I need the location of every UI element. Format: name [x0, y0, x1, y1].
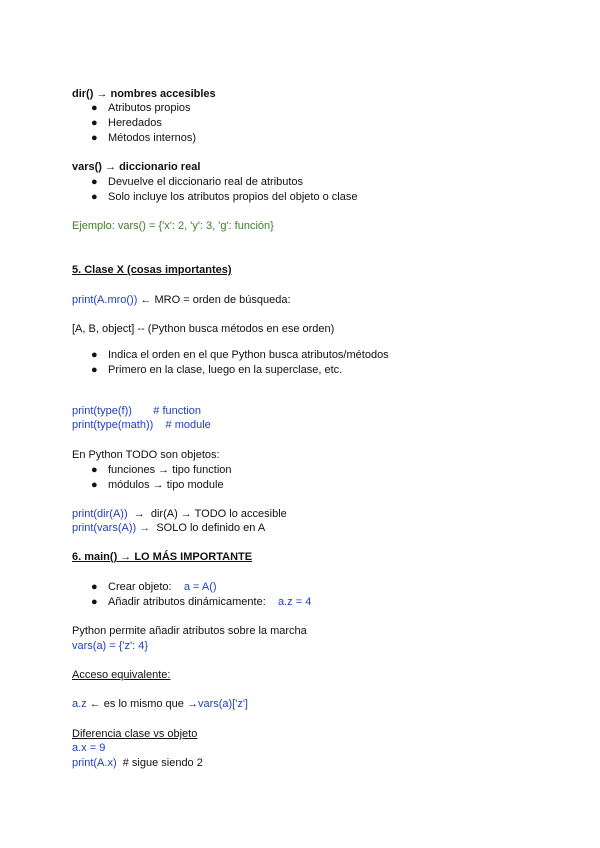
section6-heading: 6. main() → LO MÁS IMPORTANTE — [72, 551, 253, 563]
diff-code-line2: print(A.x) # sigue siendo 2 — [72, 757, 203, 769]
list-item: ● funciones → tipo function — [91, 464, 232, 476]
diff-code-line1: a.x = 9 — [72, 742, 106, 754]
mro-list-line: [A, B, object] -- (Python busca métodos en ese orden) — [72, 323, 335, 335]
list-item: ● Devuelve el diccionario real de atributos — [91, 176, 304, 188]
list-item: ● Primero en la clase, luego en la superclase, etc. — [91, 364, 343, 376]
permite-line: Python permite añadir atributos sobre la marcha — [72, 625, 307, 637]
vars-heading: vars() → diccionario real — [72, 161, 201, 173]
mro-line: print(A.mro()) ← MRO = orden de búsqueda: — [72, 294, 291, 306]
list-item: ● módulos → tipo module — [91, 479, 224, 491]
list-item: ● Heredados — [91, 117, 162, 129]
vars-code-line: print(vars(A)) → SOLO lo definido en A — [72, 522, 266, 534]
list-item: ● Añadir atributos dinámicamente: a.z = 4 — [91, 596, 312, 608]
list-item: ● Atributos propios — [91, 102, 191, 114]
list-item: ● Solo incluye los atributos propios del objeto o clase — [91, 191, 358, 203]
code-type-function: print(type(f)) # function — [72, 405, 201, 417]
section5-heading: 5. Clase X (cosas importantes) — [72, 264, 232, 276]
acceso-heading: Acceso equivalente: — [72, 669, 171, 681]
objects-intro: En Python TODO son objetos: — [72, 449, 220, 461]
dir-code-line: print(dir(A)) → dir(A) → TODO lo accesible — [72, 508, 287, 520]
acceso-line: a.z ← es lo mismo que →vars(a)['z'] — [72, 698, 248, 710]
list-item: ● Métodos internos) — [91, 132, 197, 144]
list-item: ● Crear objeto: a = A() — [91, 581, 217, 593]
diff-heading: Diferencia clase vs objeto — [72, 728, 198, 740]
example-line: Ejemplo: vars() = {'x': 2, 'y': 3, 'g': función} — [72, 220, 274, 232]
vars-a-line: vars(a) = {'z': 4} — [72, 640, 149, 652]
code-type-module: print(type(math)) # module — [72, 419, 211, 431]
list-item: ● Indica el orden en el que Python busca atributos/métodos — [91, 349, 389, 361]
dir-heading: dir() → nombres accesibles — [72, 88, 216, 100]
